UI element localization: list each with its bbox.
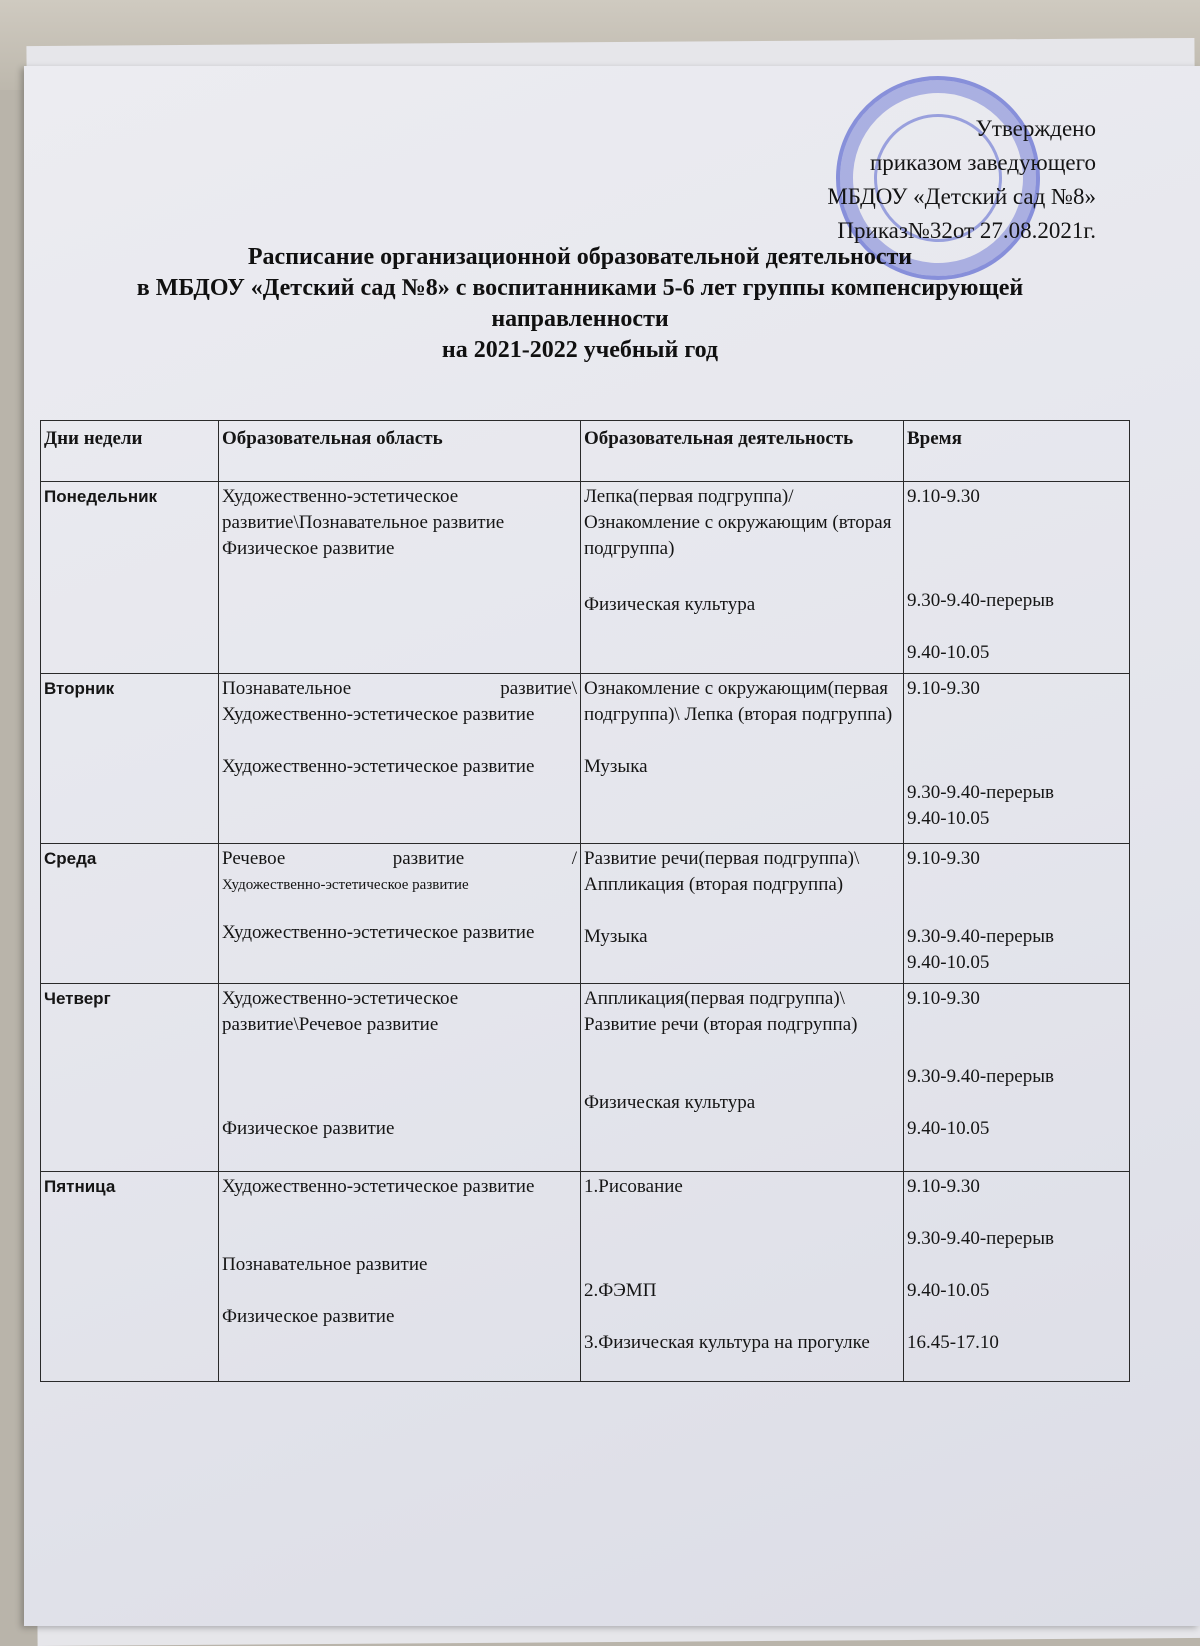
activity-text: Развитие речи(первая подгруппа)\ Аппликация (вторая подгруппа): [584, 848, 860, 895]
day-cell: Пятница: [41, 1172, 219, 1382]
area-cell: [219, 844, 581, 984]
time-cell: [904, 482, 1130, 674]
activity-text: Аппликация(первая подгруппа)\ Развитие речи (вторая подгруппа): [584, 988, 858, 1035]
area-text: Художественно-эстетическое развитие\Познавательное развитие: [222, 486, 505, 533]
title-line: Расписание организационной образовательной деятельности: [247, 244, 913, 270]
time-text: 9.40-10.05: [907, 642, 990, 663]
time-text: 9.30-9.40-перерыв: [907, 926, 1054, 947]
time-text: 9.10-9.30: [907, 486, 980, 507]
time-text: 9.30-9.40-перерыв: [907, 782, 1054, 803]
activity-cell: [581, 1172, 904, 1382]
column-header-day: Дни недели: [41, 421, 219, 482]
activity-text: 3.Физическая культура на прогулке: [584, 1332, 870, 1353]
schedule-table: [40, 420, 1130, 1382]
column-header-activity: Образовательная деятельность: [581, 421, 904, 482]
table-row: [41, 844, 1130, 984]
table-row: [41, 984, 1130, 1172]
time-text: 9.10-9.30: [907, 848, 980, 869]
time-cell: [904, 1172, 1130, 1382]
area-text: Художественно-эстетическое развитие: [222, 1176, 535, 1197]
time-text: 9.10-9.30: [907, 678, 980, 699]
day-cell: Вторник: [41, 674, 219, 844]
activity-cell: [581, 482, 904, 674]
table-row: [41, 482, 1130, 674]
activity-text: Музыка: [584, 756, 648, 777]
activity-cell: [581, 674, 904, 844]
approval-line: МБДОУ «Детский сад №8»: [827, 184, 1096, 209]
approval-block: [827, 112, 1096, 248]
title-line: в МБДОУ «Детский сад №8» с воспитанниками 5-6 лет группы компенсирующей: [136, 275, 1024, 301]
day-cell: Понедельник: [41, 482, 219, 674]
time-text: 9.30-9.40-перерыв: [907, 1228, 1054, 1249]
area-text: Художественно-эстетическое развитие: [222, 922, 535, 943]
time-text: 9.10-9.30: [907, 1176, 980, 1197]
area-text: Речевое развитие /: [222, 848, 577, 869]
time-cell: [904, 844, 1130, 984]
table-header-row: [41, 421, 1130, 482]
time-text: 9.30-9.40-перерыв: [907, 590, 1054, 611]
activity-text: 1.Рисование: [584, 1176, 683, 1197]
title-line: направленности: [491, 306, 669, 332]
activity-cell: [581, 984, 904, 1172]
activity-text: Ознакомление с окружающим(первая подгруппа)\ Лепка (вторая подгруппа): [584, 678, 893, 725]
time-text: 9.30-9.40-перерыв: [907, 1066, 1054, 1087]
activity-text: Музыка: [584, 926, 648, 947]
time-text: 9.40-10.05: [907, 952, 990, 973]
approval-line: Утверждено: [975, 116, 1096, 141]
area-cell: [219, 674, 581, 844]
area-text: Познавательное развитие: [222, 1254, 428, 1275]
table-row: [41, 674, 1130, 844]
table-row: [41, 1172, 1130, 1382]
area-cell: [219, 482, 581, 674]
activity-cell: [581, 844, 904, 984]
activity-text: Физическая культура: [584, 594, 756, 615]
day-cell: Среда: [41, 844, 219, 984]
activity-text: Физическая культура: [584, 1092, 756, 1113]
time-cell: [904, 984, 1130, 1172]
activity-text: 2.ФЭМП: [584, 1280, 657, 1301]
time-text: 9.40-10.05: [907, 1118, 990, 1139]
area-text: Физическое развитие: [222, 1118, 395, 1139]
area-text: Художественно-эстетическое развитие\Речевое развитие: [222, 988, 459, 1035]
area-text: Физическое развитие: [222, 538, 395, 559]
column-header-area: Образовательная область: [219, 421, 581, 482]
area-cell: [219, 984, 581, 1172]
area-text: Художественно-эстетическое развитие: [222, 756, 535, 777]
area-cell: [219, 1172, 581, 1382]
area-text: Физическое развитие: [222, 1306, 395, 1327]
title-line: на 2021-2022 учебный год: [441, 337, 719, 363]
time-text: 9.10-9.30: [907, 988, 980, 1009]
time-text: 16.45-17.10: [907, 1332, 999, 1353]
document-title: [40, 242, 1120, 366]
approval-line: приказом заведующего: [869, 150, 1096, 175]
activity-text: Лепка(первая подгруппа)/ Ознакомление с окружающим (вторая подгруппа): [584, 486, 892, 559]
area-text: Познавательное развитие\: [222, 678, 577, 699]
time-cell: [904, 674, 1130, 844]
day-cell: Четверг: [41, 984, 219, 1172]
column-header-time: Время: [904, 421, 1130, 482]
area-text: Художественно-эстетическое развитие: [222, 877, 469, 893]
time-text: 9.40-10.05: [907, 1280, 990, 1301]
time-text: 9.40-10.05: [907, 808, 990, 829]
approval-line: Приказ№32от 27.08.2021г.: [837, 218, 1096, 243]
area-text: Художественно-эстетическое развитие: [222, 704, 535, 725]
